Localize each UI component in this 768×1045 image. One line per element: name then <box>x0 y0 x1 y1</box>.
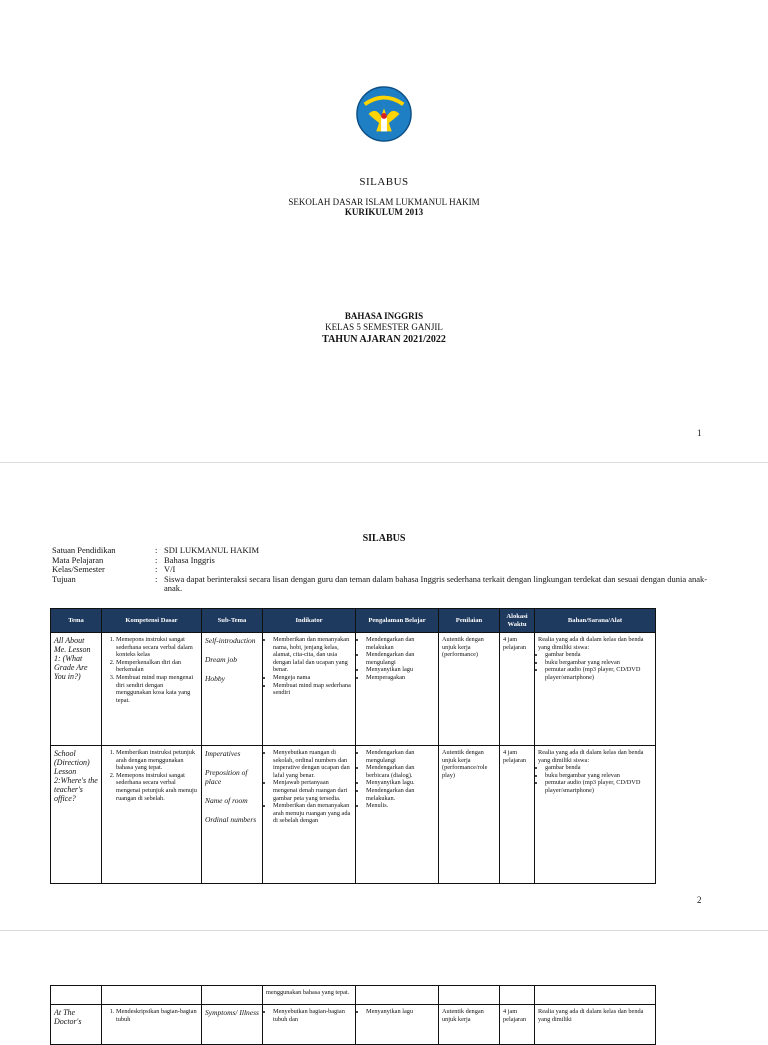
table-row <box>51 1005 656 1045</box>
cover-curriculum: KURIKULUM 2013 <box>344 207 424 217</box>
sub-tema-item: Name of room <box>205 796 248 805</box>
table-row <box>51 633 656 746</box>
header-penilaian: Penilaian <box>439 609 500 633</box>
info-colon: : <box>155 564 158 574</box>
info-value: Bahasa Inggris <box>164 554 215 565</box>
list-item: 2. Memperkenalkan diri dan berkenalan <box>116 659 198 674</box>
page-break <box>0 462 768 463</box>
list-item: • Menyebutkan ruangan di sekolah, ordinal numbers dan imperative dengan ucapan dan lafal yang benar. <box>273 749 352 779</box>
sub-tema-item: Ordinal numbers <box>205 815 257 824</box>
cell-tema: At The Doctor's <box>51 1005 102 1045</box>
sub-tema-item: Imperatives <box>205 749 241 758</box>
table-header-row <box>51 609 656 633</box>
cell-pengalaman-belajar <box>356 1005 439 1045</box>
cell-sub-tema <box>202 746 263 884</box>
syllabus-table <box>50 608 656 884</box>
sub-tema-item: Hobby <box>205 674 225 683</box>
info-label: Tujuan <box>52 573 76 584</box>
list-item: • Menyebutkan bagian-bagian tubuh dan <box>273 1008 352 1023</box>
cell-tema: All About Me. Lesson 1: (What Grade Are You in?) <box>51 633 102 746</box>
info-value: SDI LUKMANUL HAKIM <box>164 545 260 555</box>
list-item: • buku bergambar yang relevan <box>545 659 652 667</box>
syllabus-table-continued <box>50 985 656 1045</box>
list-item: • buku bergambar yang relevan <box>545 772 652 780</box>
header-sub-tema: Sub-Tema <box>202 609 263 633</box>
list-item: • Mendengarkan dan mengulangi <box>366 651 435 666</box>
list-item: • Menjawab pertanyaan mengenai denah ruangan dari gambar peta yang tersedia. <box>273 779 352 802</box>
list-item: • Memberikan dan menanyakan nama, hobi, jenjang kelas, alamat, cita-cita, dan usia dengan lafal dan ucapan yang benar. <box>273 636 352 674</box>
list-item: • Menyanyikan lagu. <box>366 779 435 787</box>
cell-penilaian: Autentik dengan unjuk kerja (performance) <box>439 633 500 746</box>
cover-subject: BAHASA INGGRIS <box>344 311 424 321</box>
sub-tema-item: Self-introduction <box>205 636 256 645</box>
info-label: Kelas/Semester <box>52 564 105 574</box>
list-item: 1. Memepons instruksi sangat sederhana secara verbal dalam konteks kelas <box>116 636 198 659</box>
bahan-intro: Realia yang ada di dalam kelas dan benda yang dimiliki siswa: <box>538 749 644 764</box>
list-item: • gambar benda <box>545 764 652 772</box>
cell-bahan-sarana-alat: Realia yang ada di dalam kelas dan benda yang dimiliki <box>535 1005 656 1045</box>
header-kompetensi-dasar: Kompetensi Dasar <box>102 609 202 633</box>
cell-alokasi-waktu: 4 jam pelajaran <box>500 633 535 746</box>
list-item: • Menyanyikan lagu <box>366 1008 435 1016</box>
list-item: • gambar benda <box>545 651 652 659</box>
sub-tema-item: Dream job <box>205 655 238 664</box>
list-item: • Menyanyikan lagu <box>366 666 435 674</box>
cell-alokasi-waktu: 4 jam pelajaran <box>500 1005 535 1045</box>
list-item: 1. Mendeskripsikan bagian-bagian tubuh <box>116 1008 198 1023</box>
cover-class-semester: KELAS 5 SEMESTER GANJIL <box>325 322 443 332</box>
header-alokasi-waktu: Alokasi Waktu <box>500 609 535 633</box>
cover-academic-year: TAHUN AJARAN 2021/2022 <box>322 334 446 345</box>
cell-sub-tema <box>202 633 263 746</box>
cell-pengalaman-belajar <box>356 746 439 884</box>
cell-kompetensi-dasar <box>102 1005 202 1045</box>
cell-indikator <box>263 633 356 746</box>
cell-pengalaman-belajar <box>356 633 439 746</box>
info-label: Mata Pelajaran <box>52 554 104 565</box>
table-row <box>51 986 656 1005</box>
header-bahan-sarana-alat: Bahan/Sarana/Alat <box>535 609 656 633</box>
list-item: • Mendengarkan dan melakukan. <box>366 787 435 802</box>
list-item: • Mendengarkan dan berbicara (dialog). <box>366 764 435 779</box>
cell-kompetensi-dasar <box>102 633 202 746</box>
header-indikator: Indikator <box>263 609 356 633</box>
cell-indikator: menggunakan bahasa yang tepat. <box>263 986 356 1005</box>
cell-tema: School (Direction) Lesson 2:Where's the teacher's office? <box>51 746 102 884</box>
page-number: 2 <box>697 895 702 905</box>
info-value: Siswa dapat berinteraksi secara lisan dengan guru dan teman dalam bahasa Inggris sederhana terkait dengan lingkungan terdekat dan sesuai dengan dunia anak-anak. <box>164 573 708 593</box>
list-item: • Menulis. <box>366 802 435 810</box>
cell-bahan-sarana-alat <box>535 633 656 746</box>
cover-title: SILABUS <box>359 176 409 188</box>
info-colon: : <box>155 545 158 555</box>
table-row <box>51 746 656 884</box>
bahan-intro: Realia yang ada di dalam kelas dan benda yang dimiliki siswa: <box>538 636 644 651</box>
cell-indikator <box>263 1005 356 1045</box>
cell-sub-tema: Symptoms/ Illness <box>202 1005 263 1045</box>
cell-penilaian: Autentik dengan unjuk kerja (performance/role play) <box>439 746 500 884</box>
cell-indikator <box>263 746 356 884</box>
sub-tema-item: Preposition of place <box>205 768 248 786</box>
cell-penilaian: Autentik dengan unjuk kerja <box>439 1005 500 1045</box>
list-item: • Memberikan dan menanyakan arah menuju ruangan yang ada di sebelah dengan <box>273 802 352 825</box>
list-item: • Memperagakan <box>366 674 435 682</box>
syllabus-title: SILABUS <box>362 533 406 544</box>
list-item: • pemutar audio (mp3 player, CD/DVD player/smartphone) <box>545 779 652 794</box>
cell-kompetensi-dasar <box>102 746 202 884</box>
header-pengalaman-belajar: Pengalaman Belajar <box>356 609 439 633</box>
list-item: • Mendengarkan dan melakukan <box>366 636 435 651</box>
info-colon: : <box>155 554 158 565</box>
page-break <box>0 930 768 931</box>
page-number: 1 <box>697 428 702 438</box>
header-tema: Tema <box>51 609 102 633</box>
info-colon: : <box>155 573 158 584</box>
list-item: 3. Membuat mind map mengenai diri sendiri dengan menggunakan kosa kata yang tepat. <box>116 674 198 704</box>
info-value: V/I <box>164 564 176 574</box>
cover-school-name: SEKOLAH DASAR ISLAM LUKMANUL HAKIM <box>288 197 480 207</box>
list-item: 1. Memberikan instruksi petunjuk arah dengan menggunakan bahasa yang tepat. <box>116 749 198 772</box>
list-item: • Mendengarkan dan mengulangi <box>366 749 435 764</box>
list-item: 2. Memepons instruksi sangat sederhana secara verbal mengenai petunjuk arah menuju ruangan di sebelah. <box>116 772 198 802</box>
tut-wuri-handayani-logo <box>355 85 413 143</box>
list-item: • Membuat mind map sederhana sendiri <box>273 682 352 697</box>
list-item: • pemutar audio (mp3 player, CD/DVD player/smartphone) <box>545 666 652 681</box>
info-label: Satuan Pendidikan <box>52 545 116 555</box>
list-item: • Mengeja nama <box>273 674 352 682</box>
cell-bahan-sarana-alat <box>535 746 656 884</box>
cell-alokasi-waktu: 4 jam pelajaran <box>500 746 535 884</box>
